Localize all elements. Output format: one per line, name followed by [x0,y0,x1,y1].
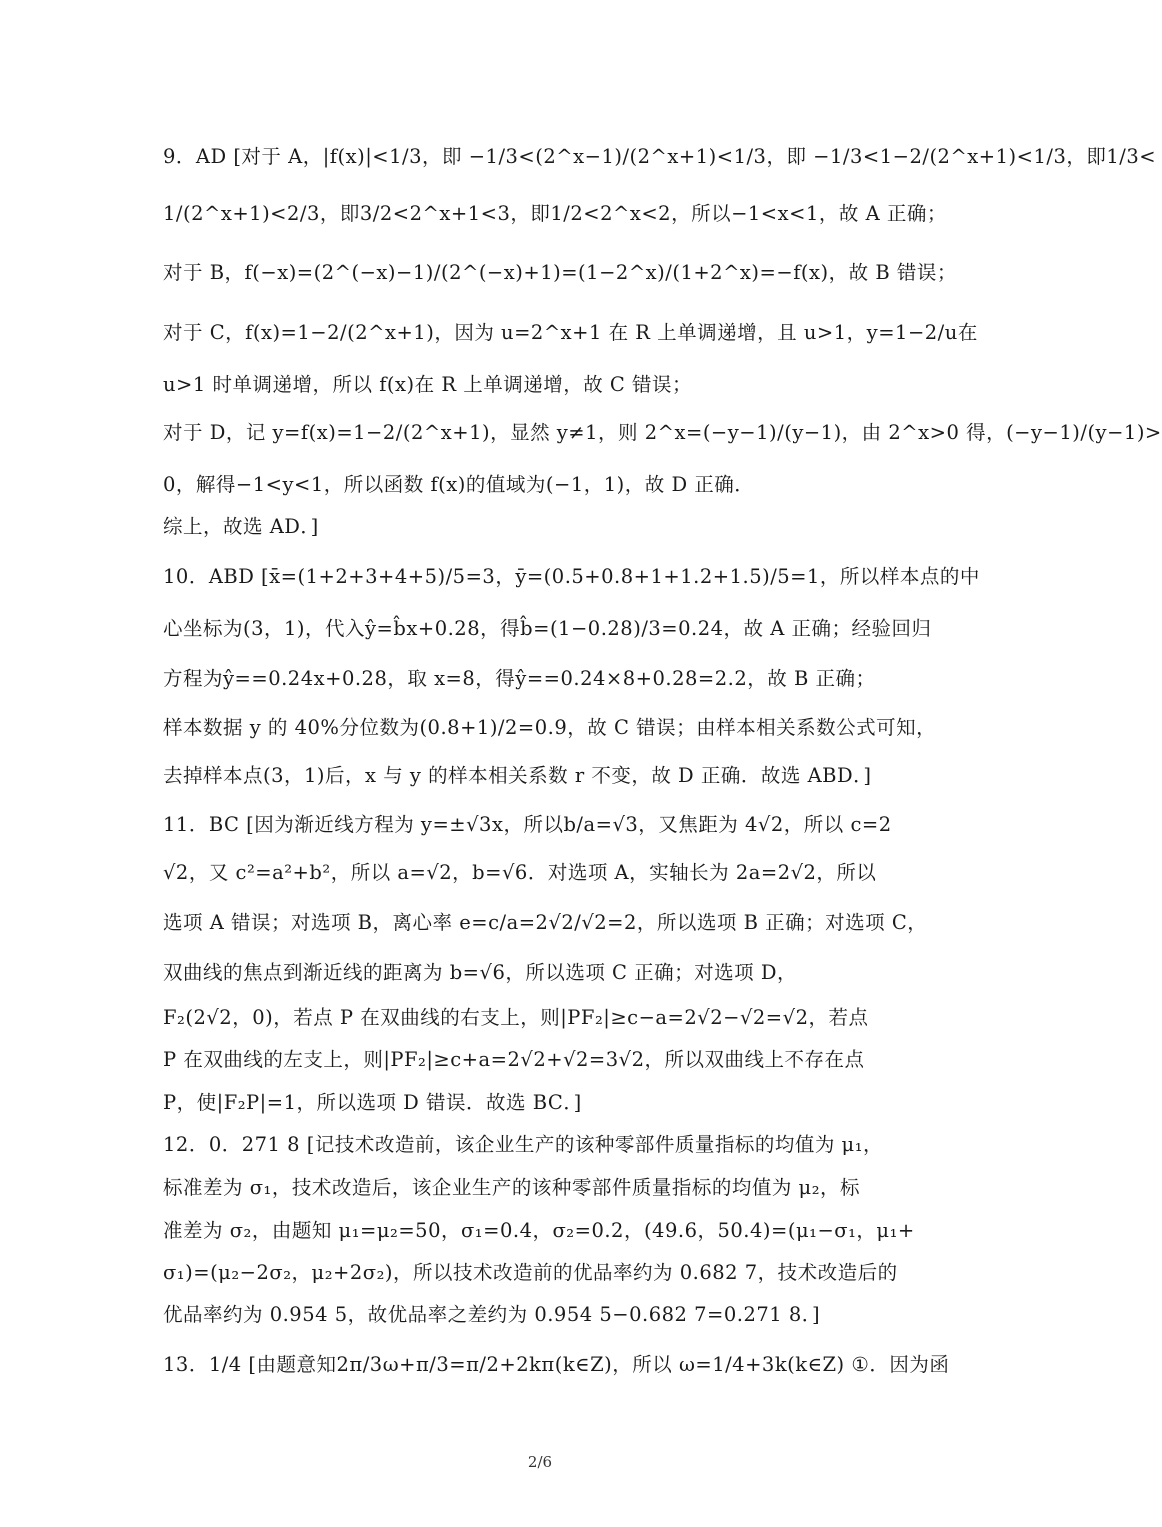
text-line: 9．AD [对于 A，|f(x)|<1/3，即 −1/3<(2^x−1)/(2^x+1)<1/3，即 −1/3<1−2/(2^x+1)<1/3，即1/3< [163,145,1157,168]
text-line: 对于 B，f(−x)=(2^(−x)−1)/(2^(−x)+1)=(1−2^x)/(1+2^x)=−f(x)，故 B 错误； [163,261,957,284]
text-line: 样本数据 y 的 40%分位数为(0.8+1)/2=0.9，故 C 错误；由样本相关系数公式可知， [163,716,937,739]
text-line: 11．BC [因为渐近线方程为 y=±√3x，所以b/a=√3，又焦距为 4√2，所以 c=2 [163,813,892,836]
text-line: √2，又 c²=a²+b²，所以 a=√2，b=√6．对选项 A，实轴长为 2a=2√2，所以 [163,861,877,884]
text-line: 对于 D，记 y=f(x)=1−2/(2^x+1)，显然 y≠1，则 2^x=(−y−1)/(y−1)，由 2^x>0 得，(−y−1)/(y−1)> [163,421,1162,444]
text-line: 优品率约为 0.954 5，故优品率之差约为 0.954 5−0.682 7=0.271 8．] [163,1303,821,1326]
page-number: 2/6 [527,1453,553,1471]
text-line: 标准差为 σ₁，技术改造后，该企业生产的该种零部件质量指标的均值为 μ₂，标 [163,1176,861,1199]
text-line: u>1 时单调递增，所以 f(x)在 R 上单调递增，故 C 错误； [163,373,693,396]
text-line: 13．1/4 [由题意知2π/3ω+π/3=π/2+2kπ(k∈Z)，所以 ω=1/4+3k(k∈Z) ①．因为函 [163,1353,950,1376]
text-line: 心坐标为(3，1)，代入ŷ=b̂x+0.28，得b̂=(1−0.28)/3=0.24，故 A 正确；经验回归 [163,617,932,640]
text-line: 12．0．271 8 [记技术改造前，该企业生产的该种零部件质量指标的均值为 μ₁， [163,1133,884,1156]
text-line: F₂(2√2，0)，若点 P 在双曲线的右支上，则|PF₂|≥c−a=2√2−√2=√2，若点 [163,1006,869,1029]
text-line: P 在双曲线的左支上，则|PF₂|≥c+a=2√2+√2=3√2，所以双曲线上不存在点 [163,1048,865,1071]
text-line: 准差为 σ₂，由题知 μ₁=μ₂=50，σ₁=0.4，σ₂=0.2，(49.6，50.4)=(μ₁−σ₁，μ₁+ [163,1219,915,1242]
text-line: 去掉样本点(3，1)后，x 与 y 的样本相关系数 r 不变，故 D 正确．故选 ABD．] [163,764,872,787]
text-line: 双曲线的焦点到渐近线的距离为 b=√6，所以选项 C 正确；对选项 D， [163,961,798,984]
text-line: σ₁)=(μ₂−2σ₂，μ₂+2σ₂)，所以技术改造前的优品率约为 0.682 7，技术改造后的 [163,1261,898,1284]
text-line: 0，解得−1<y<1，所以函数 f(x)的值域为(−1，1)，故 D 正确． [163,473,755,496]
text-line: 方程为ŷ==0.24x+0.28，取 x=8，得ŷ==0.24×8+0.28=2.2，故 B 正确； [163,667,876,690]
text-line: 综上，故选 AD．] [163,515,319,538]
text-line: 10．ABD [x̄=(1+2+3+4+5)/5=3，ȳ=(0.5+0.8+1+1.2+1.5)/5=1，所以样本点的中 [163,565,980,588]
text-line: 1/(2^x+1)<2/3，即3/2<2^x+1<3，即1/2<2^x<2，所以−1<x<1，故 A 正确； [163,202,947,225]
text-line: 对于 C，f(x)=1−2/(2^x+1)，因为 u=2^x+1 在 R 上单调递增，且 u>1，y=1−2/u在 [163,321,978,344]
text-line: P，使|F₂P|=1，所以选项 D 错误．故选 BC．] [163,1091,582,1114]
text-line: 选项 A 错误；对选项 B，离心率 e=c/a=2√2/√2=2，所以选项 B 正确；对选项 C， [163,911,928,934]
